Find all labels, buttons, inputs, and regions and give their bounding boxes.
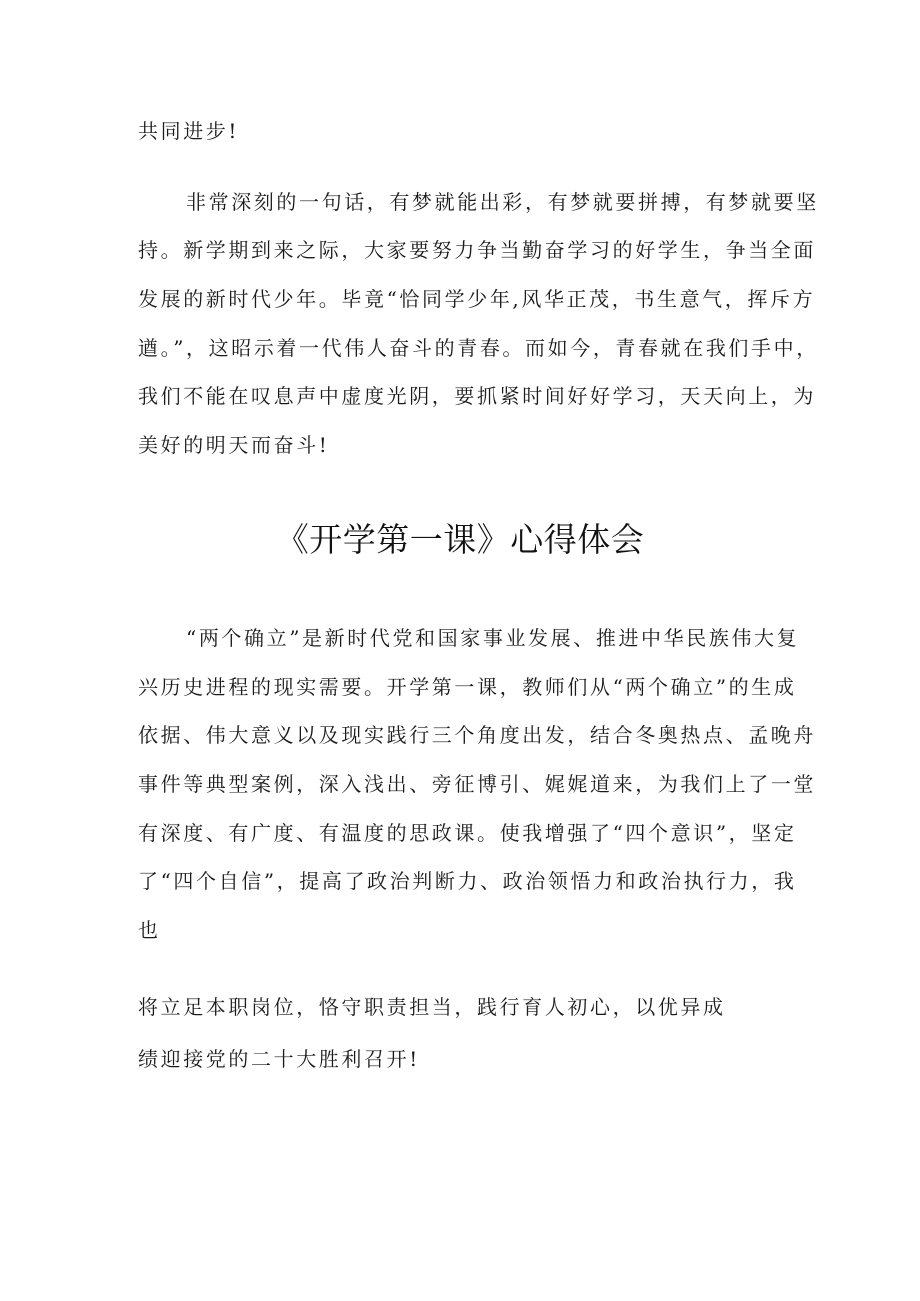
paragraph-2-line: 事件等典型案例，深入浅出、旁征博引、娓娓道来，为我们上了一堂: [138, 772, 816, 796]
paragraph-2-line: 也: [138, 918, 161, 942]
paragraph-2-line: 依据、伟大意义以及现实践行三个角度出发，结合冬奥热点、孟晚舟: [138, 723, 816, 747]
paragraph-1-line: 美好的明天而奋斗!: [138, 433, 330, 457]
intro-line: 共同进步!: [138, 119, 240, 143]
paragraph-3-line: 将立足本职岗位，恪守职责担当，践行育人初心，以优异成: [138, 995, 726, 1019]
paragraph-1-line: 遒。”，这昭示着一代伟人奋斗的青春。而如今，青春就在我们手中，: [138, 336, 819, 360]
paragraph-1-line: 发展的新时代少年。毕竟“恰同学少年,风华正茂，书生意气，挥斥方: [138, 287, 816, 311]
paragraph-2-line: 了“四个自信”，提高了政治判断力、政治领悟力和政治执行力，我: [138, 869, 797, 893]
paragraph-2-line: 有深度、有广度、有温度的思政课。使我增强了“四个意识”，坚定: [138, 821, 797, 845]
paragraph-3-line: 绩迎接党的二十大胜利召开!: [138, 1047, 420, 1071]
paragraph-1-line: 我们不能在叹息声中虚度光阴，要抓紧时间好好学习，天天向上，为: [138, 384, 816, 408]
paragraph-2-line: “两个确立”是新时代党和国家事业发展、推进中华民族伟大复: [186, 626, 800, 650]
paragraph-1-line: 非常深刻的一句话，有梦就能出彩，有梦就要拼搏，有梦就要坚: [186, 190, 819, 214]
paragraph-2-line: 兴历史进程的现实需要。开学第一课，教师们从“两个确立”的生成: [138, 675, 797, 699]
paragraph-1-line: 持。新学期到来之际，大家要努力争当勤奋学习的好学生，争当全面: [138, 238, 816, 262]
section-title: 《开学第一课》心得体会: [275, 520, 645, 559]
